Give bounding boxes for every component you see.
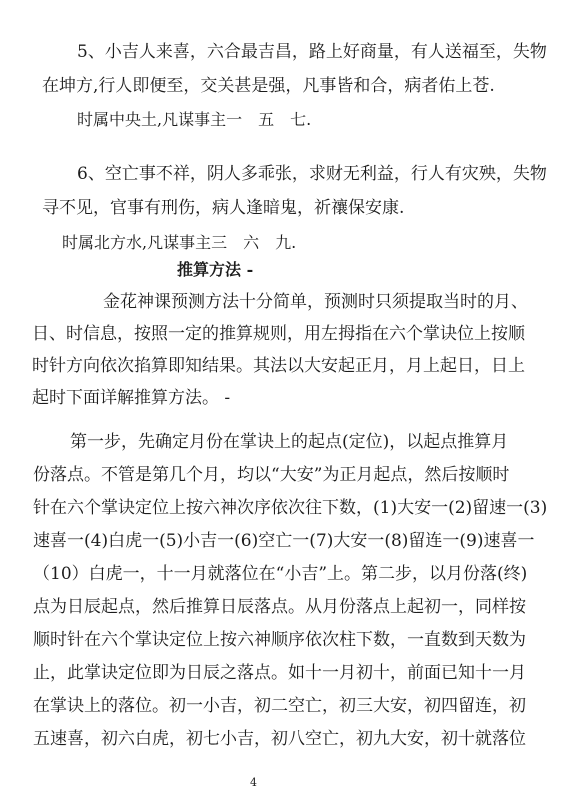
section-5-line-1: 5、小吉人来喜，六合最吉昌，路上好商量，有人送福至，失物 xyxy=(77,42,547,62)
section-6-line-1: 6、空亡事不祥，阴人多乖张，求财无利益，行人有灾殃，失物 xyxy=(77,164,547,184)
paragraph-1-line-2: 日、时信息，按照一定的推算规则，用左拇指在六个掌诀位上按顺 xyxy=(32,324,525,344)
paragraph-2-line-3: 针在六个掌诀定位上按六神次序依次往下数，(1)大安一(2)留速一(3) xyxy=(33,498,548,518)
paragraph-1-line-4: 起时下面详解推算方法。 - xyxy=(32,388,231,408)
paragraph-1-line-3: 时针方向依次掐算即知结果。其法以大安起正月，月上起日，日上 xyxy=(32,356,525,376)
paragraph-2-line-8: 止，此掌诀定位即为日辰之落点。如十一月初十，前面已知十一月 xyxy=(33,663,526,683)
section-5-time-line: 时属中央土,凡谋事主一 五 七. xyxy=(77,110,312,129)
paragraph-2-line-1: 第一步，先确定月份在掌诀上的起点(定位)，以起点推算月 xyxy=(70,432,509,452)
section-heading: 推算方法 - xyxy=(177,260,254,279)
paragraph-2-line-4: 速喜一(4)白虎一(5)小吉一(6)空亡一(7)大安一(8)留连一(9)速喜一 xyxy=(33,531,535,551)
paragraph-2-line-7: 顺时针在六个掌诀定位上按六神顺序依次柱下数，一直数到天数为 xyxy=(33,630,526,650)
paragraph-1-line-1: 金花神课预测方法十分简单，预测时只须提取当时的月、 xyxy=(103,292,528,312)
paragraph-2-line-6: 点为日辰起点，然后推算日辰落点。从月份落点上起初一，同样按 xyxy=(33,597,526,617)
section-6-time-line: 时属北方水,凡谋事主三 六 九. xyxy=(62,233,297,252)
section-6-line-2: 寻不见，官事有刑伤，病人逢暗鬼，祈禳保安康. xyxy=(42,198,405,218)
paragraph-2-line-2: 份落点。不管是第几个月，均以“大安”为正月起点，然后按顺时 xyxy=(33,465,510,485)
paragraph-2-line-9: 在掌诀上的落位。初一小吉，初二空亡，初三大安，初四留连，初 xyxy=(33,696,526,716)
paragraph-2-line-10: 五速喜，初六白虎，初七小吉，初八空亡，初九大安，初十就落位 xyxy=(33,729,526,749)
section-5-line-2: 在坤方,行人即便至，交关甚是强，凡事皆和合，病者佑上苍. xyxy=(42,76,495,96)
page-number: 4 xyxy=(250,776,257,789)
paragraph-2-line-5: （10）白虎一，十一月就落位在“小吉”上。第二步，以月份落(终) xyxy=(33,564,528,584)
